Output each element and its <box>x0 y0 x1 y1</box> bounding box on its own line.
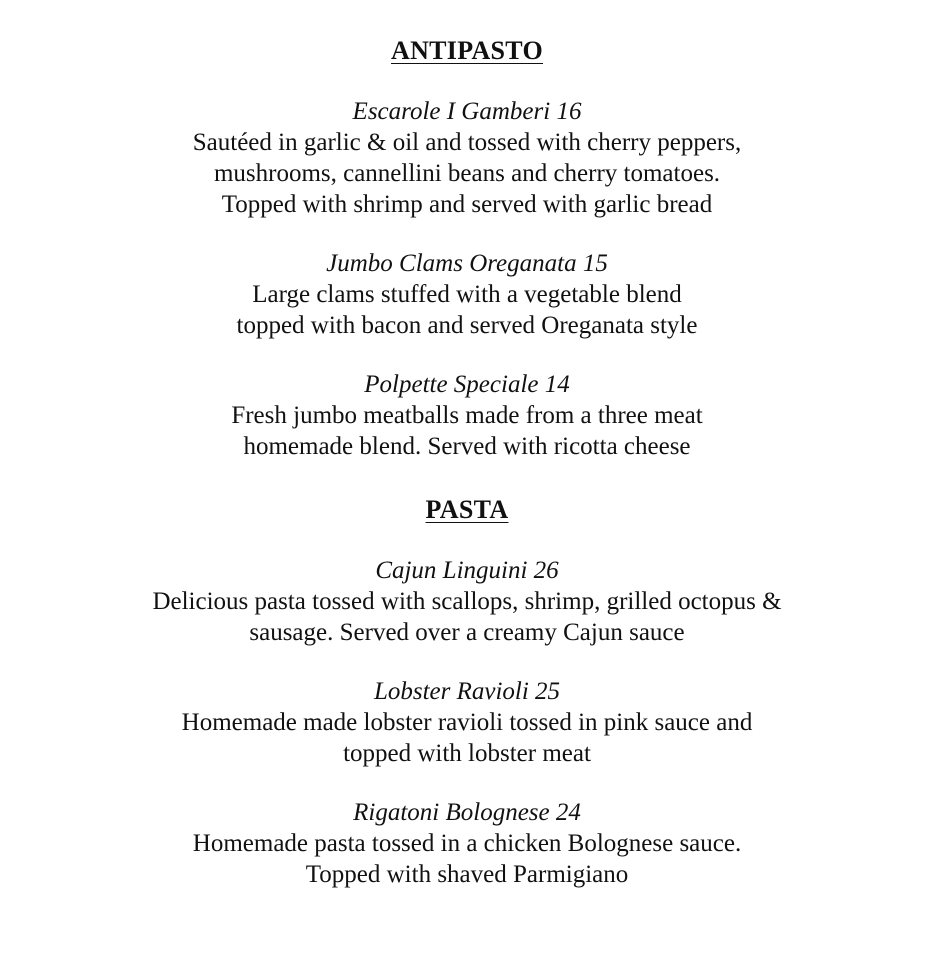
item-desc-line: Homemade made lobster ravioli tossed in pink sauce and <box>181 709 753 736</box>
item-desc-line: topped with lobster meat <box>343 740 591 767</box>
antipasto-items <box>0 96 934 462</box>
menu-item-polpette <box>0 369 934 462</box>
item-name: Lobster Ravioli 25 <box>373 678 561 705</box>
section-title-antipasto: ANTIPASTO <box>391 36 543 65</box>
menu-item-rigatoni-bolognese <box>0 797 934 890</box>
item-name: Jumbo Clams Oreganata 15 <box>326 250 608 277</box>
item-desc-line: Homemade pasta tossed in a chicken Bolognese sauce. <box>192 830 742 857</box>
menu-item-lobster-ravioli <box>0 676 934 769</box>
item-desc-line: topped with bacon and served Oreganata style <box>236 312 698 339</box>
item-desc-line: Fresh jumbo meatballs made from a three meat <box>231 402 703 429</box>
menu-item-cajun-linguini <box>0 555 934 648</box>
item-desc-line: Delicious pasta tossed with scallops, shrimp, grilled octopus & <box>152 588 782 615</box>
item-name: Polpette Speciale 14 <box>364 371 570 398</box>
section-title-pasta: PASTA <box>425 495 509 524</box>
pasta-items <box>0 555 934 890</box>
item-desc-line: Sautéed in garlic & oil and tossed with cherry peppers, <box>192 129 742 156</box>
item-name: Cajun Linguini 26 <box>375 557 559 584</box>
item-desc-line: Topped with shrimp and served with garlic bread <box>221 191 713 218</box>
item-desc-line: sausage. Served over a creamy Cajun sauce <box>249 619 685 646</box>
menu-item-jumbo-clams <box>0 248 934 341</box>
item-desc-line: mushrooms, cannellini beans and cherry tomatoes. <box>213 160 721 187</box>
item-desc-line: homemade blend. Served with ricotta cheese <box>243 433 691 460</box>
item-name: Escarole I Gamberi 16 <box>352 98 582 125</box>
menu-item-escarole <box>0 96 934 220</box>
item-desc-line: Large clams stuffed with a vegetable blend <box>252 281 682 308</box>
item-name: Rigatoni Bolognese 24 <box>353 799 581 826</box>
item-desc-line: Topped with shaved Parmigiano <box>305 861 629 888</box>
